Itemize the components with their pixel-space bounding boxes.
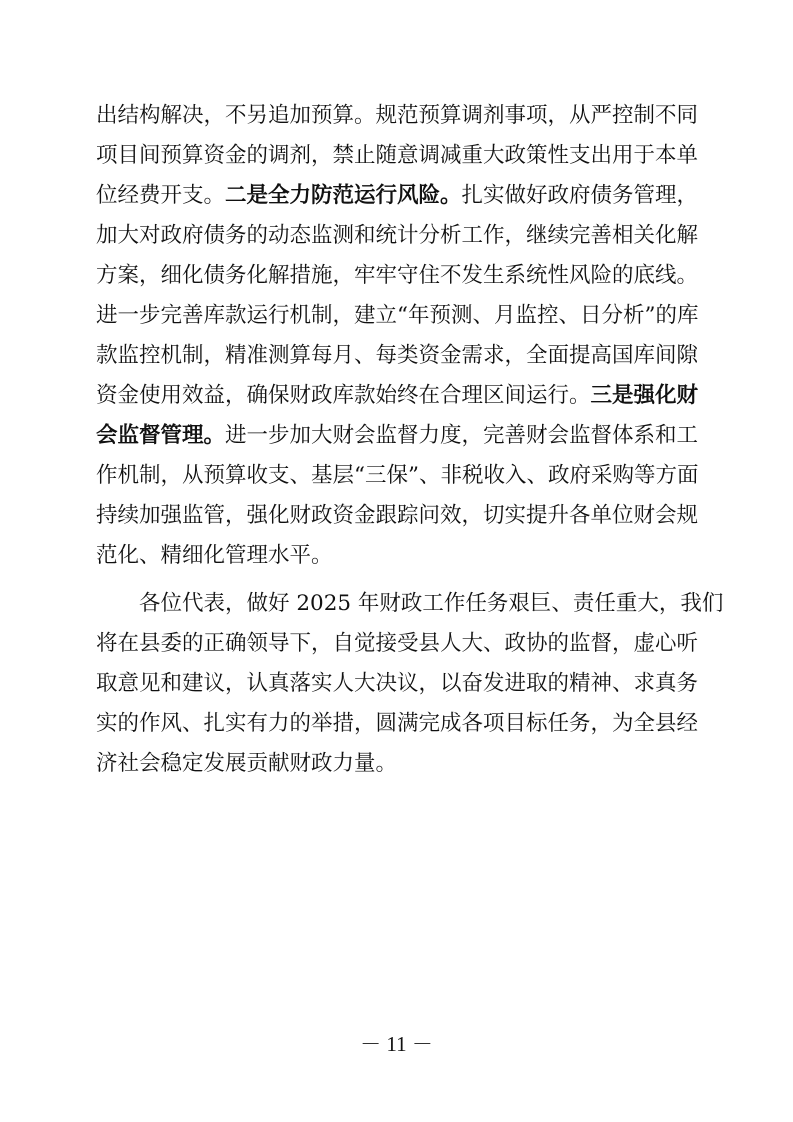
text-line: 持续加强监管，强化财政资金跟踪问效，切实提升各单位财会规 [96,503,699,528]
text-line: 各位代表，做好 2025 年财政工作任务艰巨、责任重大，我们 [139,591,724,616]
text-run: 资金使用效益，确保财政库款始终在合理区间运行。 [96,383,591,408]
text-line: 将在县委的正确领导下，自觉接受县人大、政协的监督，虚心听 [96,631,699,656]
body-text-paragraph-1 [96,100,699,570]
bold-heading-3-cont: 会监督管理。 [96,423,226,448]
text-line [96,180,699,212]
bold-heading-3: 三是强化财 [590,383,699,408]
text-line: 济社会稳定发展贡献财政力量。 [96,751,398,776]
text-line [96,420,699,452]
text-run: 位经费开支。 [96,183,226,208]
text-line: 取意见和建议，认真落实人大决议，以奋发进取的精神、求真务 [96,671,699,696]
page-number: － 11 － [360,1032,433,1056]
text-run: 进一步加大财会监督力度，完善财会监督体系和工 [225,423,699,448]
text-line: 款监控机制，精准测算每月、每类资金需求，全面提高国库间隙 [96,343,699,368]
bold-heading-2: 二是全力防范运行风险。 [225,183,462,208]
text-line: 项目间预算资金的调剂，禁止随意调减重大政策性支出用于本单 [96,143,699,168]
text-line: 进一步完善库款运行机制，建立“年预测、月监控、日分析”的库 [96,303,699,328]
text-line: 作机制，从预算收支、基层“三保”、非税收入、政府采购等方面 [96,463,699,488]
text-line: 出结构解决，不另追加预算。规范预算调剂事项，从严控制不同 [96,103,699,128]
body-text-paragraph-2 [96,588,724,788]
text-run: 扎实做好政府债务管理， [461,183,699,208]
text-line: 方案，细化债务化解措施，牢牢守住不发生系统性风险的底线。 [96,263,699,288]
text-line [96,380,699,412]
text-line: 加大对政府债务的动态监测和统计分析工作，继续完善相关化解 [96,223,699,248]
text-line: 范化、精细化管理水平。 [96,543,333,568]
text-line: 实的作风、扎实有力的举措，圆满完成各项目标任务，为全县经 [96,711,699,736]
